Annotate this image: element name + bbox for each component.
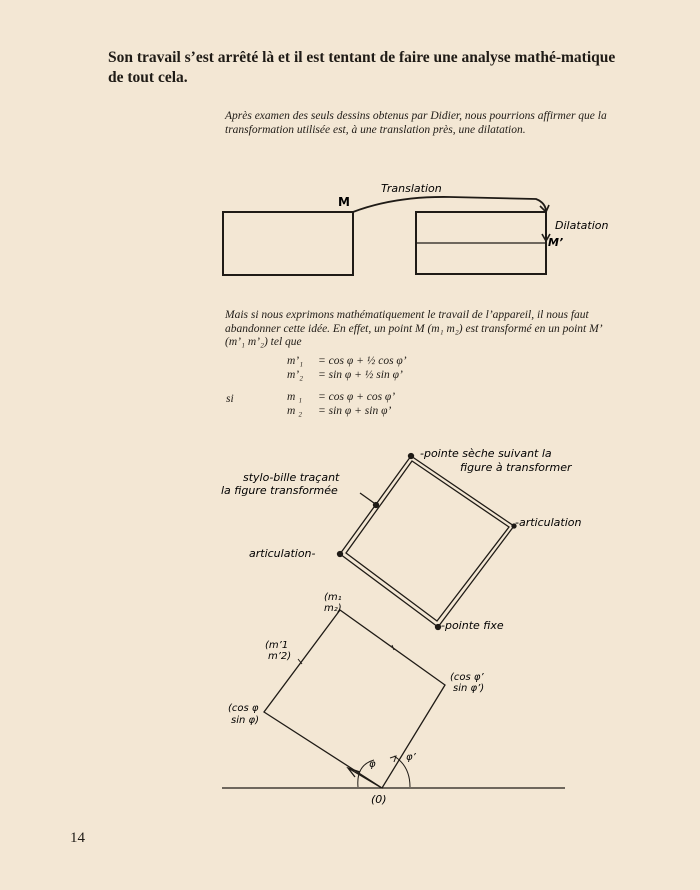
figure-geometry	[222, 610, 565, 788]
paragraph-mathematical-analysis: Mais si nous exprimons mathématiquement le travail de l’appareil, il nous faut abandonner cette idée. En effet, un point M (m₁ m₂) est transformé en un point M’ (m’₁ m’₂) tel que	[225, 309, 602, 348]
condition-si: si	[226, 393, 234, 405]
equation-4-rhs: = sin φ + sin φ’	[318, 405, 392, 417]
equation-3-rhs: = cos φ + cos φ’	[318, 391, 396, 403]
label-pointe-fixe: -pointe fixe	[441, 619, 504, 632]
label-pointe-seche-1: -pointe sèche suivant la	[420, 447, 552, 460]
label-dilatation: Dilatation	[555, 219, 609, 232]
label-pointe-seche-2: figure à transformer	[460, 461, 572, 474]
equation-2-lhs: m’₂	[287, 369, 304, 381]
label-right-1: (cos φ’	[450, 672, 484, 683]
pointe-seche-pivot	[409, 454, 414, 459]
equation-3-lhs: m ₁	[287, 391, 303, 403]
geometry-parallelogram	[264, 610, 445, 788]
label-top-2: m₂)	[324, 603, 342, 614]
label-translation: Translation	[381, 182, 442, 195]
label-phi: φ	[369, 759, 376, 770]
label-phi-prime: φ’	[406, 752, 416, 763]
apparatus-inner-frame	[346, 461, 509, 621]
label-origin: (0)	[371, 793, 387, 806]
label-stylo-1: stylo-bille traçant	[243, 471, 340, 484]
label-articulation-left: articulation-	[249, 547, 316, 560]
equation-1-rhs: = cos φ + ½ cos φ’	[318, 355, 407, 367]
equation-2-rhs: = sin φ + ½ sin φ’	[318, 369, 403, 381]
label-right-2: sin φ’)	[453, 683, 485, 694]
label-top-1: (m₁	[324, 592, 342, 603]
label-left-1: (m’1	[265, 640, 289, 651]
articulation-left-pivot	[338, 552, 343, 557]
label-left-2: m’2)	[268, 651, 292, 662]
label-leftmost-1: (cos φ	[228, 703, 259, 714]
vector-arrow-phi	[348, 768, 380, 787]
stylo-pointer	[360, 493, 374, 503]
label-M: M	[338, 195, 350, 209]
pointe-fixe-pivot	[436, 625, 441, 630]
stylo-pivot	[374, 503, 379, 508]
label-M-prime: M’	[548, 236, 564, 249]
label-articulation-right: -articulation	[515, 516, 582, 529]
label-leftmost-2: sin φ)	[231, 715, 260, 726]
equation-4-lhs: m ₂	[287, 405, 303, 417]
paragraph-translation-dilatation: Après examen des seuls dessins obtenus par Didier, nous pourrions affirmer que la transformation utilisée est, à une translation près, une dilatation.	[225, 110, 607, 136]
label-stylo-2: la figure transformée	[221, 484, 338, 497]
figure-apparatus	[338, 454, 517, 630]
original-rectangle	[223, 212, 353, 275]
translation-arrow	[353, 197, 546, 212]
figure-translation	[223, 197, 550, 275]
apparatus-outer-frame	[340, 456, 514, 627]
page-number: 14	[70, 830, 85, 846]
equation-1-lhs: m’₁	[287, 355, 304, 367]
intro-text: Son travail s’est arrêté là et il est tentant de faire une analyse mathé-matique de tout cela.	[108, 49, 616, 86]
